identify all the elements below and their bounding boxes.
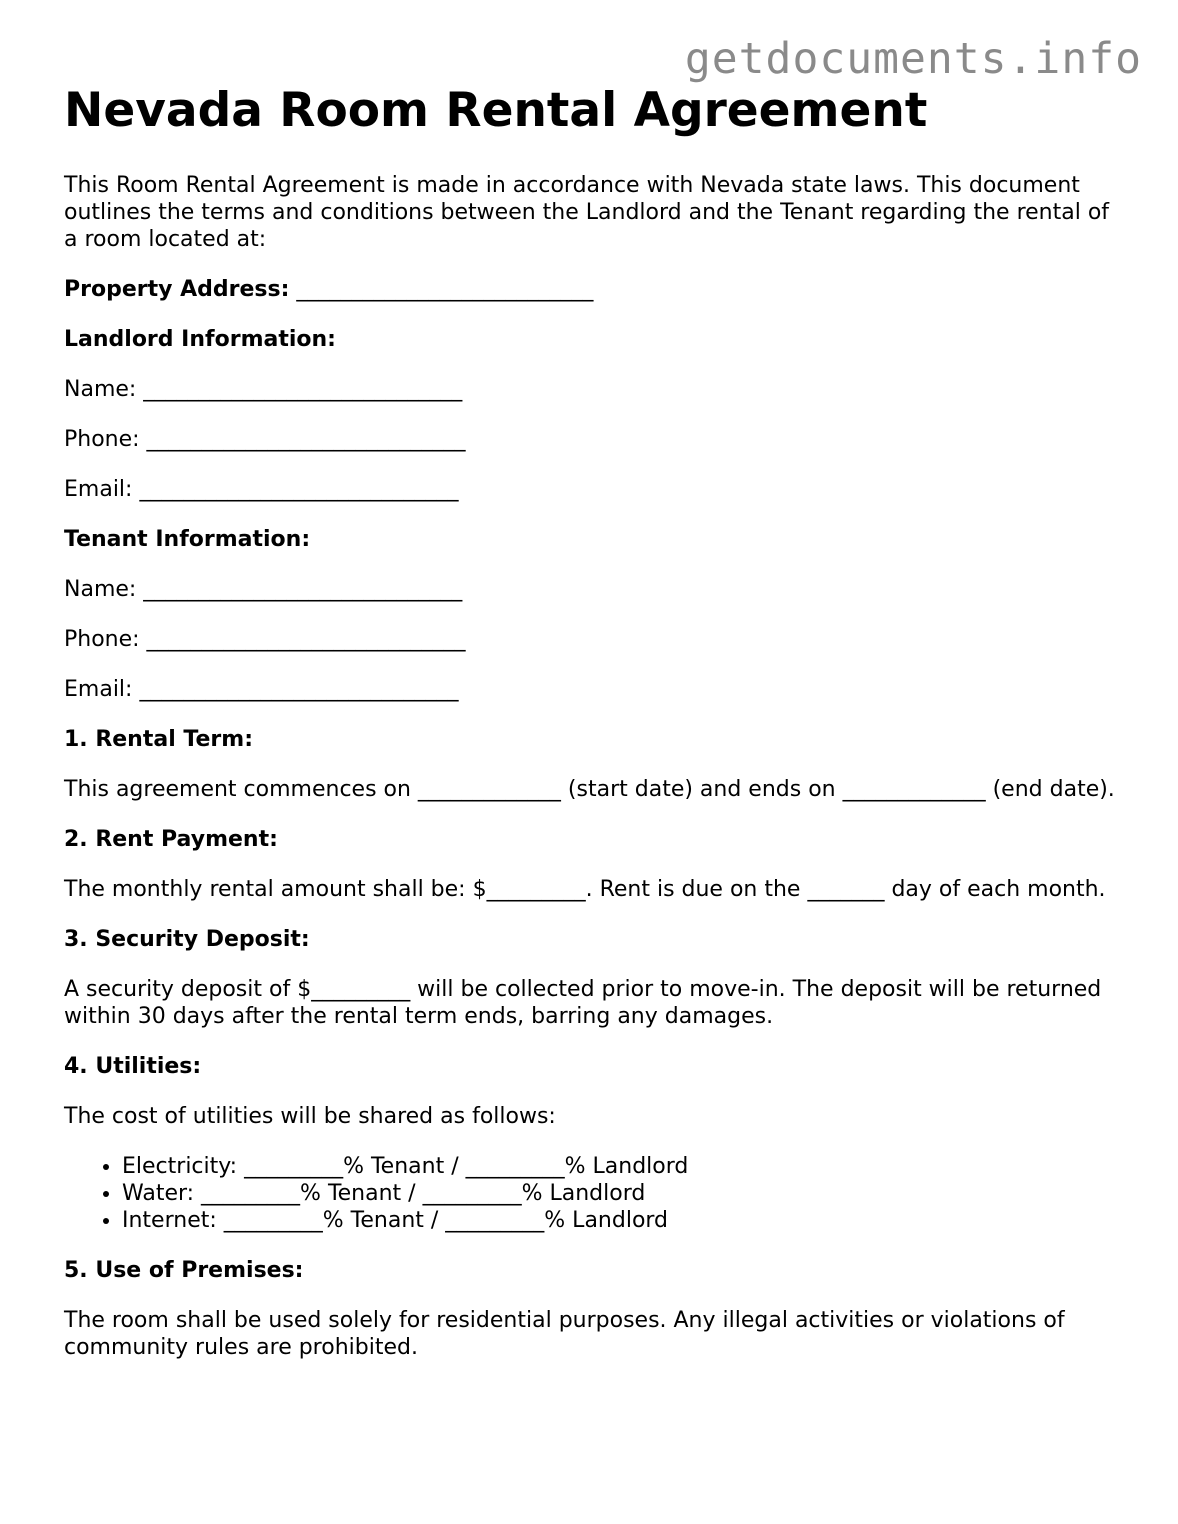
use-of-premises-text: The room shall be used solely for residential purposes. Any illegal activities or violations of community rules are prohibited. xyxy=(64,1308,1065,1360)
tenant-email-field[interactable]: Email: _____________________________ xyxy=(64,677,459,702)
utilities-list xyxy=(64,1153,1124,1234)
landlord-name-field[interactable]: Name: _____________________________ xyxy=(64,377,463,402)
landlord-phone-field[interactable]: Phone: _____________________________ xyxy=(64,427,466,452)
tenant-name-field[interactable]: Name: _____________________________ xyxy=(64,577,463,602)
security-deposit-text[interactable]: A security deposit of $_________ will be collected prior to move-in. The deposit will be returned within 30 days after the rental term ends, barring any damages. xyxy=(64,977,1102,1029)
document-page xyxy=(64,84,1124,1361)
property-address-field[interactable] xyxy=(64,276,1124,303)
utility-internet[interactable]: • Internet: _________% Tenant / _________% Landlord xyxy=(122,1207,1124,1234)
rental-term-text[interactable]: This agreement commences on _____________ (start date) and ends on _____________ (end date). xyxy=(64,777,1115,802)
security-deposit-heading: 3. Security Deposit: xyxy=(64,927,310,952)
utilities-text: The cost of utilities will be shared as follows: xyxy=(64,1104,556,1129)
landlord-heading: Landlord Information: xyxy=(64,327,336,352)
intro-paragraph: This Room Rental Agreement is made in accordance with Nevada state laws. This document outlines the terms and conditions between the Landlord and the Tenant regarding the rental of a room located at: xyxy=(64,173,1110,252)
utility-water[interactable]: • Water: _________% Tenant / _________% Landlord xyxy=(122,1180,1124,1207)
document-title: Nevada Room Rental Agreement xyxy=(64,83,928,138)
property-address-blank: ___________________________ xyxy=(289,277,594,302)
rent-payment-text[interactable]: The monthly rental amount shall be: $_________. Rent is due on the _______ day of each month. xyxy=(64,877,1106,902)
rental-term-heading: 1. Rental Term: xyxy=(64,727,253,752)
tenant-heading: Tenant Information: xyxy=(64,527,311,552)
property-address-label: Property Address: xyxy=(64,277,290,302)
utility-electricity[interactable]: • Electricity: _________% Tenant / _________% Landlord xyxy=(122,1153,1124,1180)
landlord-email-field[interactable]: Email: _____________________________ xyxy=(64,477,459,502)
use-of-premises-heading: 5. Use of Premises: xyxy=(64,1258,304,1283)
utilities-heading: 4. Utilities: xyxy=(64,1054,202,1079)
rent-payment-heading: 2. Rent Payment: xyxy=(64,827,278,852)
tenant-phone-field[interactable]: Phone: _____________________________ xyxy=(64,627,466,652)
watermark: getdocuments.info xyxy=(684,34,1142,84)
